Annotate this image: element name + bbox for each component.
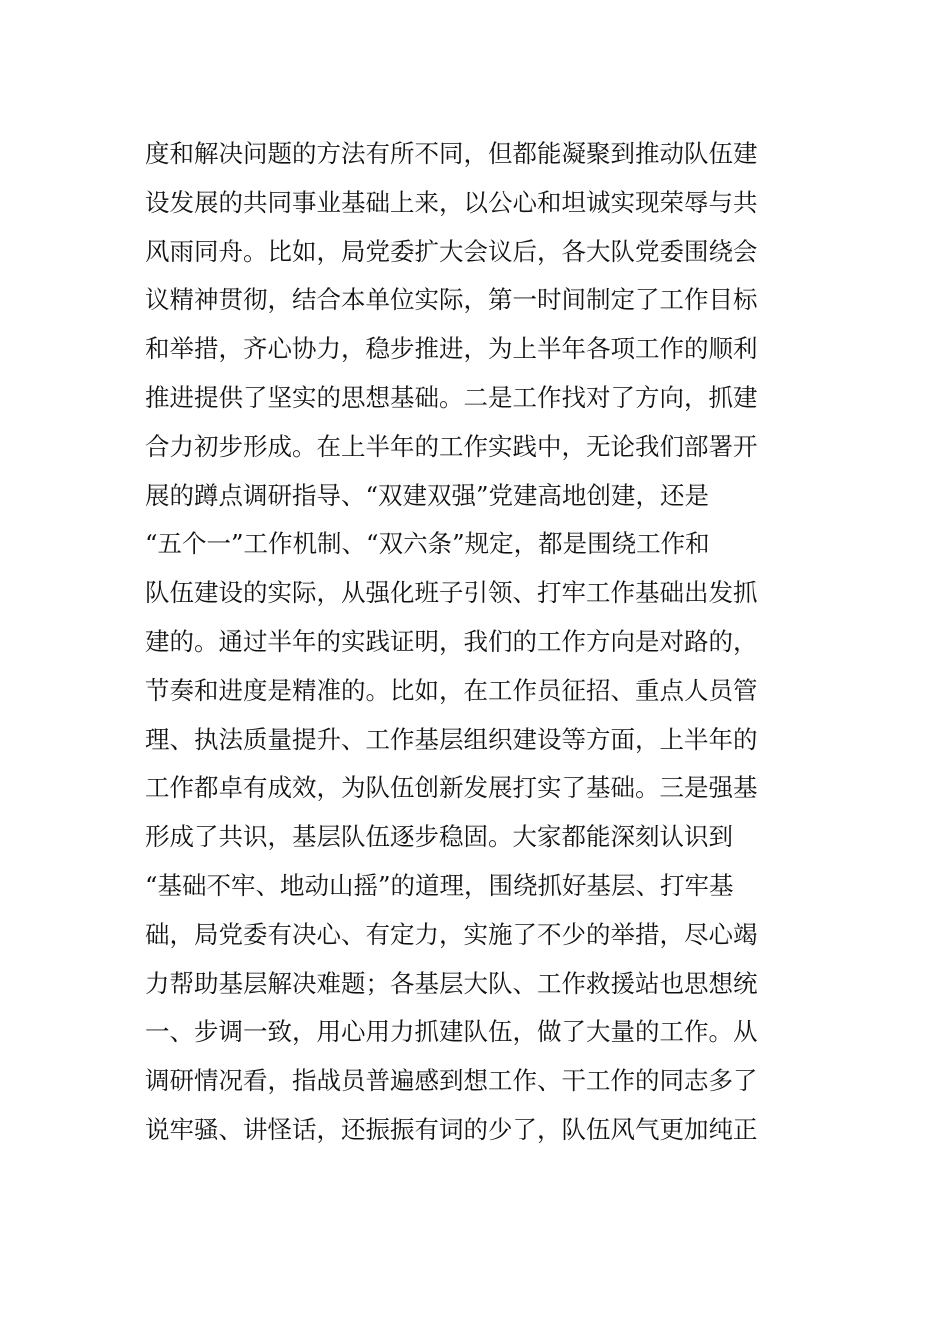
text-line: 设发展的共同事业基础上来，以公心和坦诚实现荣辱与共 xyxy=(145,187,758,217)
text-line: 说牢骚、讲怪话，还振振有词的少了，队伍风气更加纯正 xyxy=(145,1114,758,1144)
text-line: 形成了共识，基层队伍逐步稳固。大家都能深刻认识到 xyxy=(145,822,733,852)
text-line: 础，局党委有决心、有定力，实施了不少的举措，尽心竭 xyxy=(145,919,758,949)
text-line: “基础不牢、地动山摇”的道理，围绕抓好基层、打牢基 xyxy=(145,870,734,900)
text-line: 工作都卓有成效，为队伍创新发展打实了基础。三是强基 xyxy=(145,773,758,803)
text-line: 风雨同舟。比如，局党委扩大会议后，各大队党委围绕会 xyxy=(145,236,758,266)
text-line: 议精神贯彻，结合本单位实际，第一时间制定了工作目标 xyxy=(145,285,758,315)
text-line: 度和解决问题的方法有所不同，但都能凝聚到推动队伍建 xyxy=(145,139,758,168)
body-paragraph xyxy=(145,130,815,1155)
text-line: 调研情况看，指战员普遍感到想工作、干工作的同志多了 xyxy=(145,1066,758,1096)
text-line: 力帮助基层解决难题；各基层大队、工作救援站也思想统 xyxy=(145,968,758,998)
text-line: 展的蹲点调研指导、“双建双强”党建高地创建，还是 xyxy=(145,480,710,510)
text-line: 推进提供了坚实的思想基础。二是工作找对了方向，抓建 xyxy=(145,382,758,412)
text-line: 一、步调一致，用心用力抓建队伍，做了大量的工作。从 xyxy=(145,1017,758,1047)
text-line: 合力初步形成。在上半年的工作实践中，无论我们部署开 xyxy=(145,431,758,461)
text-line: 理、执法质量提升、工作基层组织建设等方面，上半年的 xyxy=(145,724,758,754)
text-line: 队伍建设的实际，从强化班子引领、打牢工作基础出发抓 xyxy=(145,578,758,608)
text-line: “五个一”工作机制、“双六条”规定，都是围绕工作和 xyxy=(145,529,710,559)
text-line: 和举措，齐心协力，稳步推进，为上半年各项工作的顺利 xyxy=(145,334,758,364)
text-line: 建的。通过半年的实践证明，我们的工作方向是对路的， xyxy=(145,626,758,656)
text-line: 节奏和进度是精准的。比如，在工作员征招、重点人员管 xyxy=(145,675,758,705)
